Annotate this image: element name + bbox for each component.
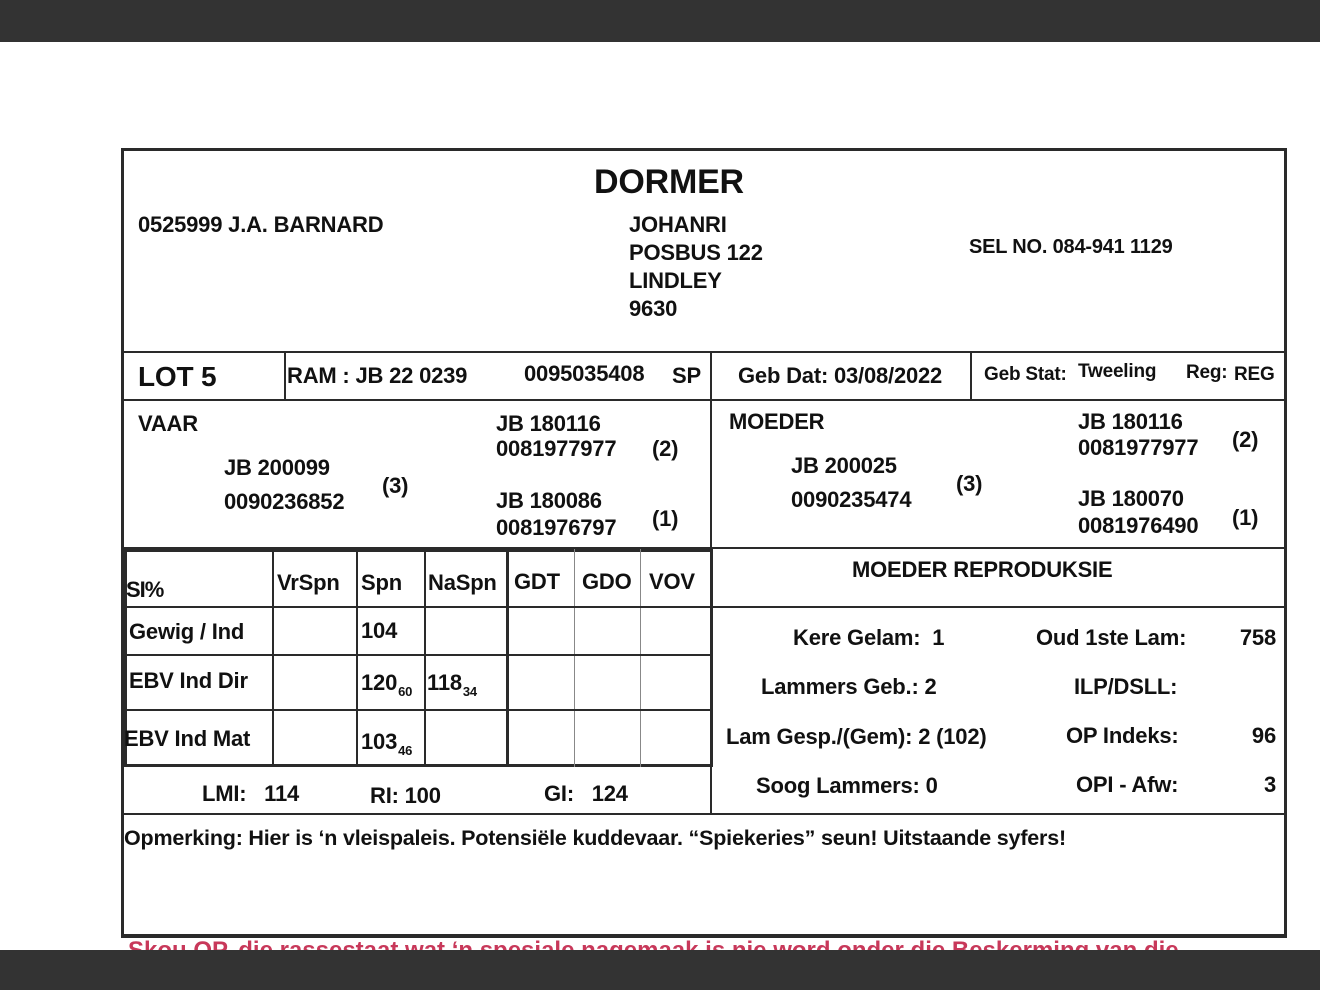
row-label-gewig: Gewig / Ind: [129, 619, 245, 644]
repro-op-indeks-value: 96: [1251, 723, 1276, 748]
divider: [710, 351, 712, 399]
dam-number: 0090235474: [791, 487, 912, 512]
phone-number: SEL NO. 084-941 1129: [969, 236, 1173, 258]
address-line-2: POSBUS 122: [629, 240, 763, 265]
ebv-dir-spn: $120_{60}$: [361, 670, 413, 699]
dam-dam-number: 0081976490: [1078, 513, 1199, 538]
dam-tag: (3): [956, 471, 983, 496]
sire-sire-number: 0081977977: [496, 436, 617, 461]
divider: [356, 549, 358, 767]
sire-dam-tag: (1): [652, 506, 679, 531]
breed-title: DORMER: [594, 163, 744, 201]
ram-number: 0095035408: [524, 361, 645, 386]
reg-label: Reg:: [1186, 362, 1228, 383]
divider: [124, 654, 713, 656]
dam-sire-tag: (2): [1232, 427, 1259, 452]
divider: [284, 351, 286, 399]
divider: [710, 549, 712, 815]
sire-number: 0090236852: [224, 489, 345, 514]
sire-sire-tag: (2): [652, 436, 679, 461]
repro-lammers-geb: Lammers Geb.: 2: [761, 674, 937, 699]
lmi-index: LMI: 114: [202, 781, 300, 806]
divider: [124, 351, 1284, 353]
column-header-naspn: NaSpn: [428, 570, 497, 595]
sire-tag: (3): [382, 473, 409, 498]
sire-id: JB 200099: [224, 455, 330, 480]
dam-dam-tag: (1): [1232, 505, 1259, 530]
divider: [124, 813, 1284, 815]
viewer-bottom-bar: [0, 950, 1320, 990]
birth-status-label: Geb Stat:: [984, 364, 1067, 385]
birth-date: Geb Dat: 03/08/2022: [738, 363, 943, 388]
repro-kere-gelam: Kere Gelam: 1: [793, 625, 945, 650]
reproduction-title: MOEDER REPRODUKSIE: [852, 557, 1113, 582]
sire-dam-id: JB 180086: [496, 488, 602, 513]
ri-index: RI: 100: [370, 783, 441, 808]
address-line-1: JOHANRI: [629, 212, 727, 237]
dam-label: MOEDER: [729, 409, 825, 434]
lot-card: [121, 148, 1287, 938]
dam-id: JB 200025: [791, 453, 897, 478]
repro-lam-gesp: Lam Gesp./(Gem): 2 (102): [726, 724, 987, 749]
reg-value: REG: [1234, 364, 1275, 385]
divider: [424, 549, 426, 767]
dam-dam-id: JB 180070: [1078, 486, 1184, 511]
divider: [124, 709, 713, 711]
repro-op-indeks-label: OP Indeks:: [1066, 723, 1179, 748]
repro-opi-afw-label: OPI - Afw:: [1076, 772, 1179, 797]
divider: [710, 399, 712, 549]
column-header-vov: VOV: [649, 569, 695, 594]
divider: [124, 606, 713, 608]
repro-oud-1ste-lam-label: Oud 1ste Lam:: [1036, 625, 1187, 650]
viewer-top-bar: [0, 0, 1320, 42]
ebv-dir-naspn: $118_{34}$: [427, 670, 477, 699]
column-header-si: SI%: [126, 577, 164, 602]
lot-number: LOT 5: [138, 361, 217, 392]
gi-index: GI: 124: [544, 781, 628, 806]
column-header-spn: Spn: [361, 570, 402, 595]
column-header-gdt: GDT: [514, 569, 560, 594]
sire-label: VAAR: [138, 411, 198, 436]
divider: [506, 549, 509, 767]
seller: 0525999 J.A. BARNARD: [138, 212, 384, 237]
repro-soog-lammers: Soog Lammers: 0: [756, 773, 938, 798]
clipped-page-text: [128, 936, 1278, 950]
row-label-ebv-ind-mat: EBV Ind Mat: [124, 726, 251, 751]
divider: [712, 606, 1284, 608]
divider: [124, 399, 1284, 401]
dam-sire-number: 0081977977: [1078, 435, 1199, 460]
dam-sire-id: JB 180116: [1078, 409, 1183, 434]
gewig-spn: 104: [361, 618, 398, 643]
address-line-4: 9630: [629, 296, 678, 321]
row-label-ebv-ind-dir: EBV Ind Dir: [129, 668, 248, 693]
divider: [640, 549, 641, 767]
column-header-gdo: GDO: [582, 569, 632, 594]
sire-sire-id: JB 180116: [496, 411, 601, 436]
column-header-vrspn: VrSpn: [277, 570, 340, 595]
ram-code: SP: [672, 363, 701, 388]
sire-dam-number: 0081976797: [496, 515, 617, 540]
address-line-3: LINDLEY: [629, 268, 722, 293]
birth-status: Tweeling: [1078, 361, 1157, 382]
repro-opi-afw-value: 3: [1263, 772, 1276, 797]
divider: [272, 549, 274, 767]
ebv-mat-spn: $103_{46}$: [361, 729, 413, 758]
divider: [970, 351, 972, 399]
divider: [574, 549, 575, 767]
repro-oud-1ste-lam-value: 758: [1239, 625, 1276, 650]
remark: Opmerking: Hier is ‘n vleispaleis. Potensiële kuddevaar. “Spiekeries” seun! Uitstaande syfers!: [124, 826, 1066, 850]
repro-ilp-dsll-label: ILP/DSLL:: [1074, 674, 1178, 699]
ram-id: RAM : JB 22 0239: [287, 363, 468, 388]
